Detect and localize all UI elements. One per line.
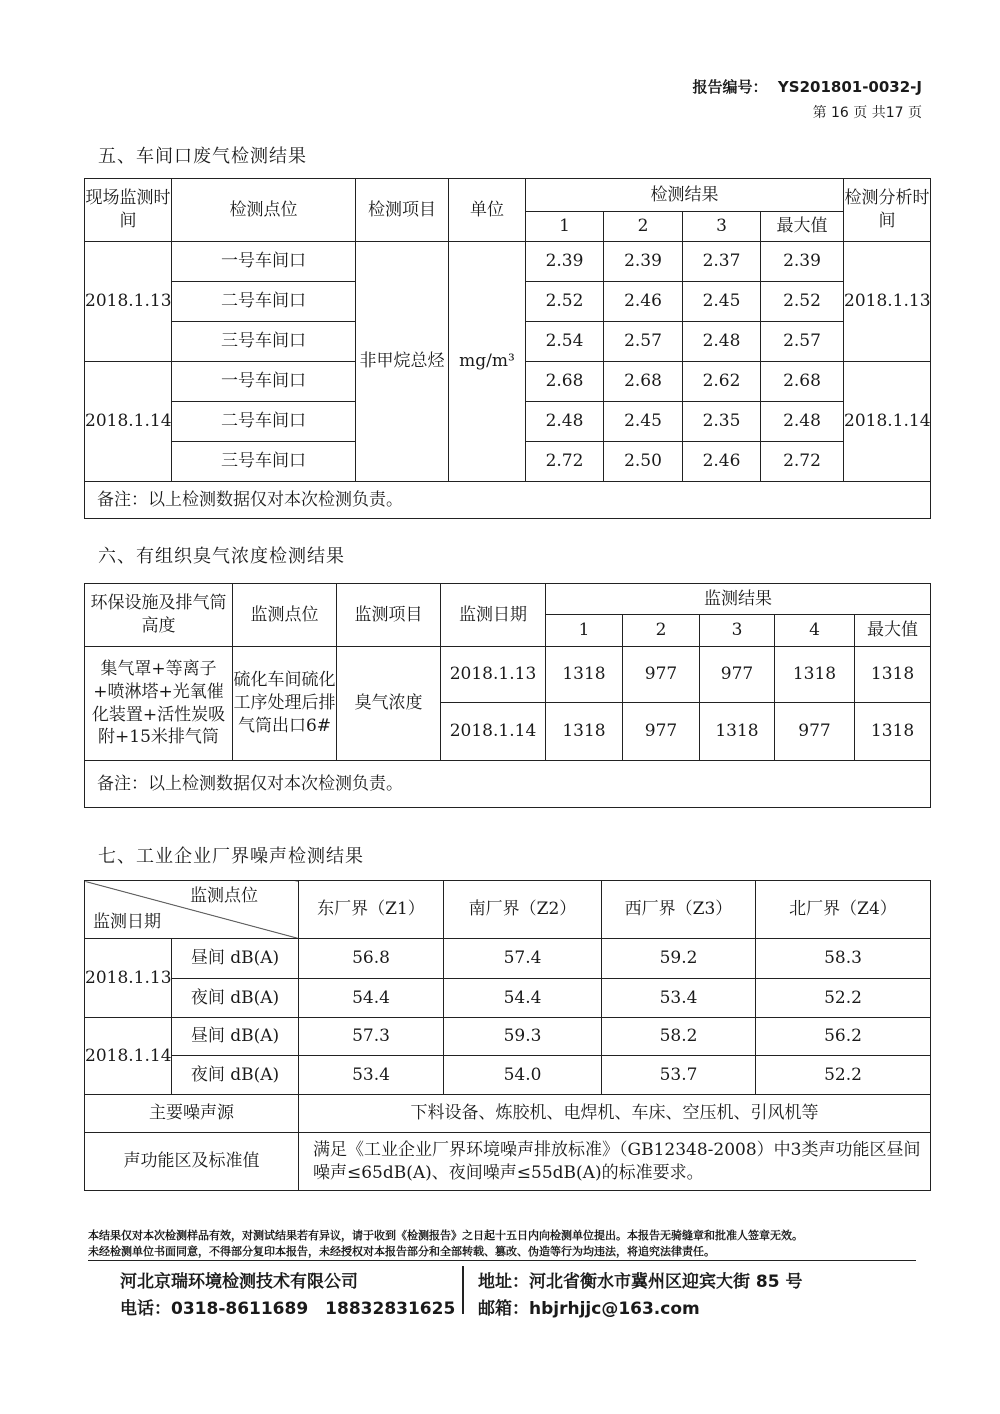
page-info: 第 16 页 共17 页 [812,105,922,121]
exhaust-gas-table [84,178,931,519]
value-cell: 2.35 [683,402,761,442]
header-facility: 环保设施及排气筒高度 [85,584,233,647]
header-r3: 3 [683,212,761,242]
footer-address: 地址：河北省衡水市冀州区迎宾大街 85 号 [478,1272,803,1292]
header-z3: 西厂界（Z3） [602,881,756,939]
date-cell: 2018.1.14 [85,1018,172,1095]
value-cell: 2.72 [526,442,604,482]
footer-notice [88,1228,928,1260]
header-point: 监测点位 [233,584,337,647]
table-note: 备注：以上检测数据仅对本次检测负责。 [85,482,931,519]
header-max: 最大值 [761,212,844,242]
value-cell: 1318 [775,647,855,703]
report-number-value: YS201801-0032-J [777,78,922,96]
report-number-label: 报告编号： [692,78,768,96]
value-cell: 2.46 [604,282,683,322]
noise-source-label: 主要噪声源 [85,1095,299,1133]
sample-date: 2018.1.14 [85,362,172,482]
value-cell: 2.39 [604,242,683,282]
odor-table [84,583,931,808]
table-row [85,1018,931,1056]
section7-title: 七、工业企业厂界噪声检测结果 [98,846,364,867]
value-cell: 59.3 [444,1018,602,1056]
noise-source-value: 下料设备、炼胶机、电焊机、车床、空压机、引风机等 [299,1095,931,1133]
report-number [692,76,922,97]
header-results: 监测结果 [546,584,931,615]
facility-cell: 集气罩+等离子+喷淋塔+光氧催化装置+活性炭吸附+15米排气筒 [85,647,233,761]
value-cell: 57.4 [444,939,602,979]
date-cell: 2018.1.14 [441,703,546,761]
value-cell: 58.3 [756,939,931,979]
value-cell: 2.37 [683,242,761,282]
max-cell: 2.39 [761,242,844,282]
period-cell: 昼间 dB(A) [172,1018,299,1056]
value-cell: 53.4 [602,979,756,1018]
date-cell: 2018.1.13 [441,647,546,703]
table-row [85,1056,931,1095]
max-cell: 2.68 [761,362,844,402]
value-cell: 54.0 [444,1056,602,1095]
header-r2: 2 [623,615,700,647]
table-row [85,979,931,1018]
header-r1: 1 [526,212,604,242]
header-r1: 1 [546,615,623,647]
value-cell: 977 [623,703,700,761]
point-cell: 硫化车间硫化工序处理后排气筒出口6# [233,647,337,761]
header-r2: 2 [604,212,683,242]
value-cell: 52.2 [756,979,931,1018]
table-note: 备注：以上检测数据仅对本次检测负责。 [85,761,931,808]
period-cell: 昼间 dB(A) [172,939,299,979]
point-cell: 一号车间口 [172,362,356,402]
value-cell: 54.4 [299,979,444,1018]
value-cell: 58.2 [602,1018,756,1056]
point-cell: 二号车间口 [172,402,356,442]
footer-divider [88,1260,916,1261]
footer-email: 邮箱：hbjrhjjc@163.com [478,1299,700,1319]
item-cell: 臭气浓度 [337,647,441,761]
header-point: 监测点位 [190,886,258,906]
diagonal-header [85,881,299,939]
header-results: 检测结果 [526,179,844,212]
date-cell: 2018.1.13 [85,939,172,1018]
value-cell: 53.4 [299,1056,444,1095]
max-cell: 2.57 [761,322,844,362]
point-cell: 三号车间口 [172,442,356,482]
value-cell: 52.2 [756,1056,931,1095]
footer-separator [462,1266,464,1314]
header-r4: 4 [775,615,855,647]
max-cell: 1318 [855,703,931,761]
value-cell: 2.54 [526,322,604,362]
analysis-date: 2018.1.14 [844,362,931,482]
period-cell: 夜间 dB(A) [172,979,299,1018]
unit-cell: mg/m³ [449,242,526,482]
table-row [85,939,931,979]
analysis-date: 2018.1.13 [844,242,931,362]
max-cell: 1318 [855,647,931,703]
value-cell: 2.48 [526,402,604,442]
footer-notice-line1: 本结果仅对本次检测样品有效，对测试结果若有异议，请于收到《检测报告》之日起十五日内向检测单位提出。本报告无骑缝章和批准人签章无效。 [88,1229,803,1242]
value-cell: 56.2 [756,1018,931,1056]
period-cell: 夜间 dB(A) [172,1056,299,1095]
noise-table [84,880,931,1191]
sample-date: 2018.1.13 [85,242,172,362]
header-z4: 北厂界（Z4） [756,881,931,939]
value-cell: 2.50 [604,442,683,482]
footer-notice-line2: 未经检测单位书面同意，不得部分复印本报告，未经授权对本报告部分和全部转载、篡改、伪造等行为均违法，将追究法律责任。 [88,1244,715,1258]
header-r3: 3 [700,615,775,647]
max-cell: 2.48 [761,402,844,442]
value-cell: 2.45 [683,282,761,322]
header-item: 检测项目 [356,179,449,242]
value-cell: 1318 [700,703,775,761]
standard-label: 声功能区及标准值 [85,1133,299,1191]
header-z2: 南厂界（Z2） [444,881,602,939]
footer-phone: 电话：0318-8611689 18832831625 [120,1299,456,1319]
value-cell: 54.4 [444,979,602,1018]
value-cell: 977 [700,647,775,703]
value-cell: 2.45 [604,402,683,442]
point-cell: 三号车间口 [172,322,356,362]
header-date: 监测日期 [441,584,546,647]
header-time: 现场监测时间 [85,179,172,242]
table-row [85,242,931,282]
value-cell: 977 [775,703,855,761]
value-cell: 2.39 [526,242,604,282]
header-unit: 单位 [449,179,526,242]
value-cell: 56.8 [299,939,444,979]
header-point: 检测点位 [172,179,356,242]
header-item: 监测项目 [337,584,441,647]
value-cell: 977 [623,647,700,703]
value-cell: 2.57 [604,322,683,362]
section5-title: 五、车间口废气检测结果 [98,146,307,167]
value-cell: 2.68 [526,362,604,402]
value-cell: 53.7 [602,1056,756,1095]
footer-company: 河北京瑞环境检测技术有限公司 [120,1272,358,1292]
item-cell: 非甲烷总烃 [356,242,449,482]
standard-value: 满足《工业企业厂界环境噪声排放标准》（GB12348-2008）中3类声功能区昼间噪声≤65dB(A)、夜间噪声≤55dB(A)的标准要求。 [299,1133,931,1191]
value-cell: 2.68 [604,362,683,402]
value-cell: 2.52 [526,282,604,322]
section6-title: 六、有组织臭气浓度检测结果 [98,546,345,567]
header-z1: 东厂界（Z1） [299,881,444,939]
value-cell: 2.62 [683,362,761,402]
max-cell: 2.72 [761,442,844,482]
header-max: 最大值 [855,615,931,647]
table-row [85,647,931,703]
header-analysis-time: 检测分析时间 [844,179,931,242]
max-cell: 2.52 [761,282,844,322]
value-cell: 2.46 [683,442,761,482]
point-cell: 一号车间口 [172,242,356,282]
header-date: 监测日期 [93,912,161,933]
value-cell: 1318 [546,703,623,761]
value-cell: 59.2 [602,939,756,979]
point-cell: 二号车间口 [172,282,356,322]
value-cell: 2.48 [683,322,761,362]
value-cell: 57.3 [299,1018,444,1056]
value-cell: 1318 [546,647,623,703]
